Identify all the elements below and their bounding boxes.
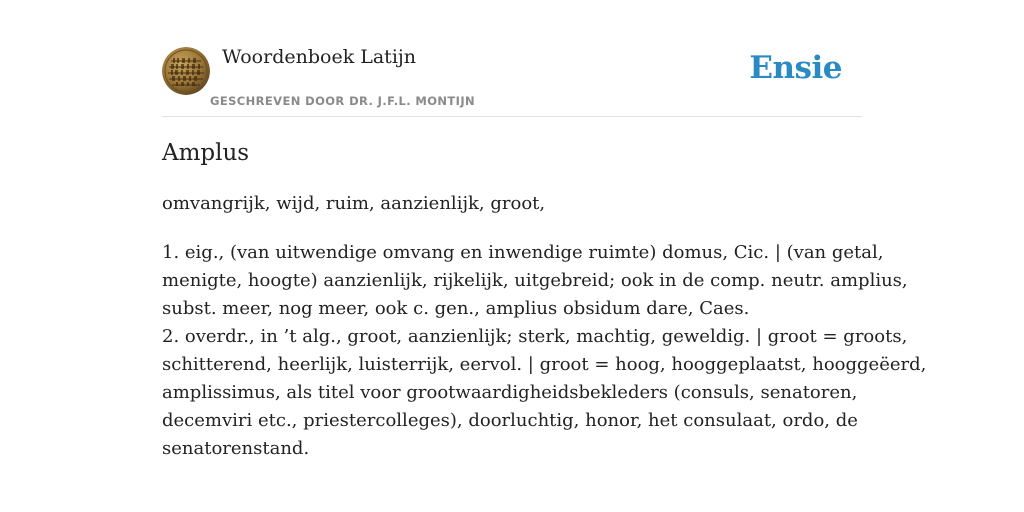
author-byline[interactable]: GESCHREVEN DOOR DR. J.F.L. MONTIJN: [210, 94, 476, 108]
page: [162, 0, 927, 459]
book-seal-image[interactable]: [162, 47, 210, 95]
entry-summary: omvangrijk, wijd, ruim, aanzienlijk, groot,: [162, 193, 546, 214]
seal-medallion-icon: [162, 47, 210, 95]
definition-line: subst. meer, nog meer, ook c. gen., amplius obsidum dare, Caes.: [162, 298, 750, 319]
ensie-logo[interactable]: Ensie: [749, 50, 842, 86]
definition-line: decemviri etc., priestercolleges), doorluchtig, honor, het consulaat, ordo, de: [162, 410, 858, 431]
header: [162, 0, 862, 117]
definition-line: amplissimus, als titel voor grootwaardigheidsbekleders (consuls, senatoren,: [162, 382, 858, 403]
definition-line: 1. eig., (van uitwendige omvang en inwendige ruimte) domus, Cic. | (van getal,: [162, 242, 884, 263]
definition-line: menigte, hoogte) aanzienlijk, rijkelijk, uitgebreid; ook in de comp. neutr. amplius,: [162, 270, 908, 291]
entry-title: Amplus: [162, 140, 250, 166]
definition-line: 2. overdr., in ’t alg., groot, aanzienlijk; sterk, machtig, geweldig. | groot = groots,: [162, 326, 908, 347]
definition-line: schitterend, heerlijk, luisterrijk, eervol. | groot = hoog, hooggeplaatst, hooggeëerd,: [162, 354, 927, 375]
definition-line: senatorenstand.: [162, 438, 310, 459]
book-title[interactable]: Woordenboek Latijn: [222, 46, 417, 68]
entry-definition: [162, 239, 927, 463]
